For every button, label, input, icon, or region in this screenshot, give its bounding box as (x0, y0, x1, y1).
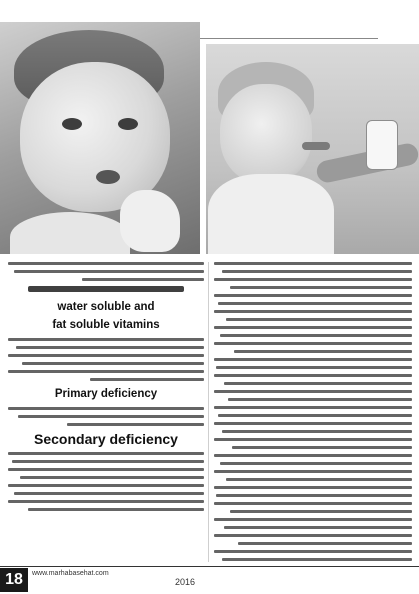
article-column-right (214, 262, 412, 562)
magazine-masthead (32, 577, 144, 593)
subheading-fat-soluble: fat soluble vitamins (52, 319, 160, 331)
article-column-left (8, 262, 204, 562)
photo-toddler-eating (0, 22, 200, 254)
subheading-primary-deficiency: Primary deficiency (54, 388, 158, 400)
page-number: 18 (0, 568, 28, 592)
photo-child-medicine (206, 44, 419, 254)
column-divider (208, 262, 209, 562)
subheading-water-soluble: water soluble and (57, 301, 155, 313)
website-url[interactable]: www.marhabasehat.com (32, 570, 109, 577)
issue-date: 2016 (174, 577, 196, 587)
footer-rule (0, 566, 419, 567)
section-heading-urdu (28, 286, 184, 292)
subheading-secondary-deficiency: Secondary deficiency (34, 431, 178, 447)
page-footer (0, 566, 419, 594)
